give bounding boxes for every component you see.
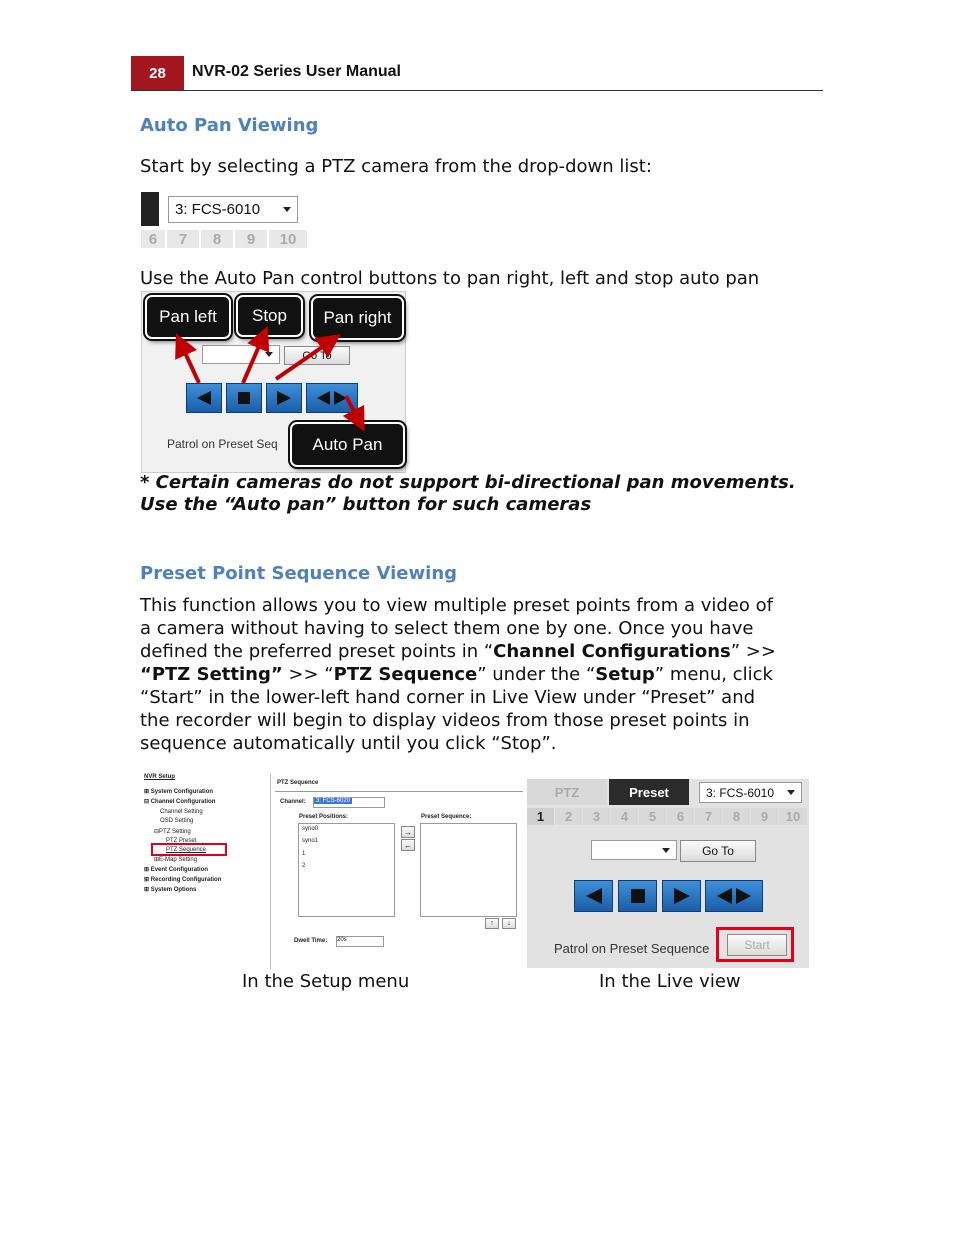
channel-number[interactable]: 4	[611, 808, 638, 825]
stop-button[interactable]	[618, 880, 657, 912]
tree-item[interactable]: ⊞E-Map Setting	[154, 857, 198, 863]
channel-number[interactable]: 7	[167, 230, 199, 248]
camera-select[interactable]: 3: FCS-6010	[699, 782, 802, 803]
document-title: NVR-02 Series User Manual	[192, 63, 401, 80]
channel-select[interactable]: 3: FCS-6020	[313, 797, 385, 808]
tree-item[interactable]: ⊞ System Configuration	[144, 789, 214, 795]
channel-number[interactable]: 5	[639, 808, 666, 825]
tab-preset[interactable]: Preset	[609, 779, 689, 805]
auto-pan-heading: Auto Pan Viewing	[140, 115, 319, 136]
paragraph-line: sequence automatically until you click “Stop”.	[140, 733, 557, 754]
tab-ptz[interactable]: PTZ	[527, 779, 607, 805]
move-down-button[interactable]: ↓	[502, 918, 516, 929]
preset-sequence-list[interactable]	[420, 823, 517, 917]
paragraph-line: the recorder will begin to display videos from those preset points in	[140, 710, 750, 731]
selector-dark-block	[141, 192, 159, 226]
tree-item-ptz-sequence[interactable]: PTZ Sequence	[166, 847, 207, 853]
page-number: 28	[131, 56, 184, 90]
auto-pan-instructions: Use the Auto Pan control buttons to pan right, left and stop auto pan	[140, 268, 760, 289]
channel-number[interactable]: 10	[779, 808, 807, 825]
panel-title: PTZ Sequence	[277, 780, 319, 786]
pan-right-button[interactable]	[662, 880, 701, 912]
tree-item[interactable]: ⊞ Recording Configuration	[144, 877, 222, 883]
list-item[interactable]: syno1	[302, 838, 319, 844]
auto-pan-intro: Start by selecting a PTZ camera from the drop-down list:	[140, 156, 652, 177]
preset-sequence-label: Preset Sequence:	[421, 814, 472, 820]
tree-item[interactable]: ⊟ Channel Configuration	[144, 799, 216, 805]
setup-tree-title[interactable]: NVR Setup	[144, 774, 176, 780]
paragraph-line: This function allows you to view multiple preset points from a video of	[140, 595, 773, 616]
paragraph-line: “Start” in the lower-left hand corner in Live View under “Preset” and	[140, 687, 756, 708]
note-line-1: * Certain cameras do not support bi-directional pan movements.	[140, 472, 796, 493]
setup-caption: In the Setup menu	[242, 971, 410, 992]
start-button[interactable]: Start	[727, 934, 787, 956]
list-item[interactable]: syno0	[302, 826, 319, 832]
paragraph-line: a camera without having to select them one by one. Once you have	[140, 618, 754, 639]
ptz-sequence-panel	[270, 773, 524, 969]
callout-pan-right: Pan right	[311, 296, 404, 340]
highlight-box	[151, 843, 227, 856]
chevron-down-icon	[662, 848, 670, 853]
tree-item[interactable]: PTZ Preset	[166, 838, 197, 844]
chevron-down-icon	[283, 207, 291, 212]
chevron-down-icon	[787, 790, 795, 795]
preset-select[interactable]	[591, 840, 677, 860]
callout-stop: Stop	[236, 295, 303, 337]
stop-icon	[629, 887, 647, 905]
paragraph-line: “PTZ Setting” >> “PTZ Sequence” under the “Setup” menu, click	[140, 664, 773, 685]
preset-positions-list[interactable]	[298, 823, 395, 917]
channel-number[interactable]: 7	[695, 808, 722, 825]
live-channel-strip	[527, 808, 807, 825]
channel-number[interactable]: 9	[751, 808, 778, 825]
channel-label: Channel:	[280, 799, 306, 805]
preset-sequence-paragraph	[140, 594, 820, 755]
list-item[interactable]: 1	[302, 851, 306, 857]
channel-number[interactable]: 8	[201, 230, 233, 248]
channel-number[interactable]: 2	[555, 808, 582, 825]
panel-rule	[275, 791, 523, 792]
channel-number[interactable]: 6	[667, 808, 694, 825]
arrow-left-icon	[583, 887, 605, 905]
tree-item[interactable]: ⊞ Event Configuration	[144, 867, 209, 873]
channel-strip	[141, 230, 307, 248]
preset-positions-label: Preset Positions:	[299, 814, 349, 820]
bidirectional-arrow-icon	[715, 887, 753, 905]
callout-arrows	[141, 291, 404, 471]
channel-number[interactable]: 6	[141, 230, 165, 248]
header-rule	[131, 90, 823, 91]
dwell-label: Dwell Time:	[294, 938, 328, 944]
channel-number[interactable]: 1	[527, 808, 554, 825]
add-arrow-button[interactable]: →	[401, 826, 415, 838]
goto-button[interactable]: Go To	[680, 840, 756, 862]
tree-item[interactable]: Channel Setting	[160, 809, 203, 815]
preset-sequence-heading: Preset Point Sequence Viewing	[140, 563, 458, 584]
channel-number[interactable]: 10	[269, 230, 307, 248]
paragraph-line: defined the preferred preset points in “Channel Configurations” >>	[140, 641, 776, 662]
tree-item[interactable]: ⊞ System Options	[144, 887, 197, 893]
remove-arrow-button[interactable]: ←	[401, 839, 415, 851]
move-up-button[interactable]: ↑	[485, 918, 499, 929]
patrol-label: Patrol on Preset Seq	[167, 437, 278, 451]
live-caption: In the Live view	[599, 971, 741, 992]
note-line-2: Use the “Auto pan” button for such cameras	[140, 494, 592, 515]
callout-pan-left: Pan left	[145, 295, 231, 339]
channel-number[interactable]: 9	[235, 230, 267, 248]
patrol-label: Patrol on Preset Sequence	[554, 941, 710, 956]
channel-number[interactable]: 3	[583, 808, 610, 825]
setup-tree	[140, 770, 270, 970]
callout-auto-pan: Auto Pan	[290, 422, 405, 467]
channel-number[interactable]: 8	[723, 808, 750, 825]
dwell-select[interactable]: 20s	[336, 936, 384, 947]
list-item[interactable]: 2	[302, 863, 306, 869]
auto-pan-button[interactable]	[705, 880, 763, 912]
goto-button[interactable]: Go To	[284, 346, 350, 365]
camera-select-value: 3: FCS-6010	[175, 201, 261, 218]
tree-item[interactable]: ⊟PTZ Setting	[154, 829, 191, 835]
pan-left-button[interactable]	[574, 880, 613, 912]
arrow-right-icon	[671, 887, 693, 905]
tree-item[interactable]: OSD Setting	[160, 818, 194, 824]
camera-select[interactable]	[168, 196, 298, 223]
